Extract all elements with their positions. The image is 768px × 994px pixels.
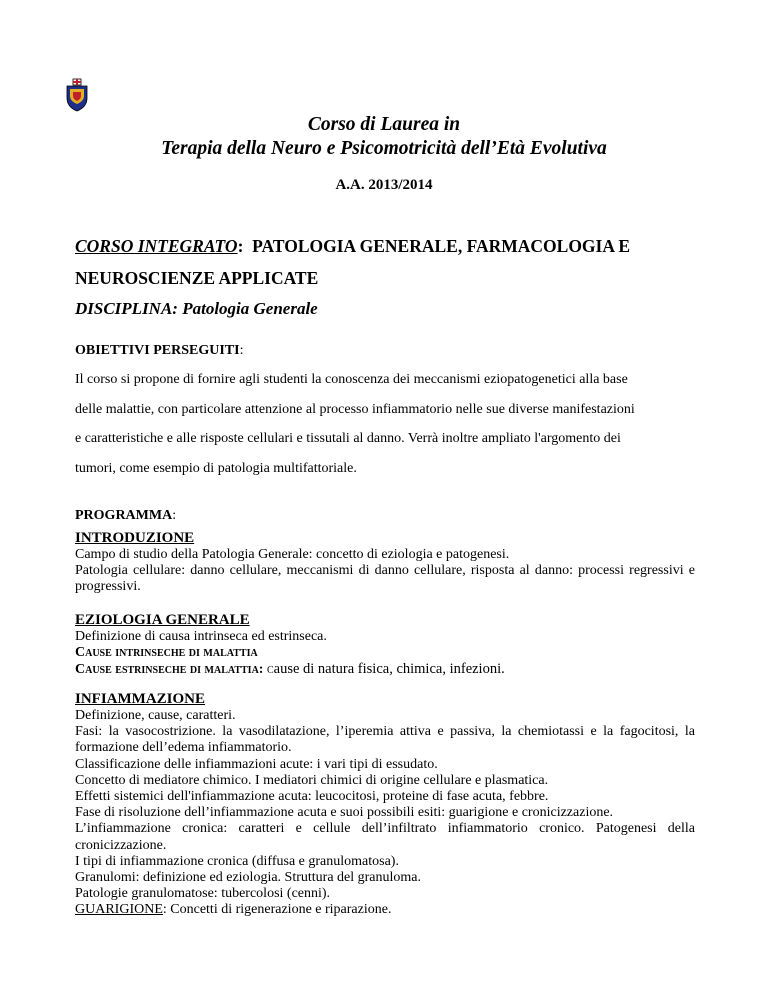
section-eziologia bbox=[75, 612, 695, 679]
section-line: Granulomi: definizione ed eziologia. Struttura del granuloma. bbox=[75, 870, 422, 886]
section-infiammazione bbox=[75, 691, 695, 919]
objectives-line: Il corso si propone di fornire agli studenti la conoscenza dei meccanismi eziopatogenetici alla base bbox=[75, 372, 628, 387]
objectives-heading-colon: : bbox=[239, 343, 244, 358]
integrated-course-name-cont: NEUROSCIENZE APPLICATE bbox=[75, 268, 319, 288]
section-line: Definizione di causa intrinseca ed estrinseca. bbox=[75, 629, 327, 644]
course-title-line1: Corso di Laurea in bbox=[307, 114, 461, 135]
extrinsic-causes-line bbox=[75, 661, 695, 678]
objectives-text bbox=[75, 365, 700, 483]
guarigione-label: GUARIGIONE bbox=[75, 902, 163, 918]
intrinsic-causes: Cause intrinseche di malattia bbox=[75, 645, 258, 661]
section-line: Fasi: la vasocostrizione. la vasodilatazione, l’iperemia attiva e passiva, la chemiotassi e la fagocitosi, la formazione dell’edema infiammatorio. bbox=[75, 724, 695, 756]
extrinsic-causes-label: Cause estrinseche di malattia: bbox=[75, 662, 264, 678]
section-line: Effetti sistemici dell'infiammazione acuta: leucocitosi, proteine di fase acuta, febbre. bbox=[75, 789, 549, 805]
integrated-course-name: PATOLOGIA GENERALE, FARMACOLOGIA E bbox=[252, 236, 631, 256]
academic-year: A.A. 2013/2014 bbox=[335, 177, 433, 193]
discipline-heading: DISCIPLINA: Patologia Generale bbox=[75, 299, 318, 318]
section-introduzione bbox=[75, 530, 695, 596]
objectives-line: tumori, come esempio di patologia multifattoriale. bbox=[75, 460, 357, 476]
section-line: Fase di risoluzione dell’infiammazione acuta e suoi possibili esiti: guarigione e cronicizzazione. bbox=[75, 805, 614, 821]
objectives-line: delle malattie, con particolare attenzione al processo infiammatorio nelle sue diverse manifestazioni bbox=[75, 401, 635, 417]
section-line: I tipi di infiammazione cronica (diffusa e granulomatosa). bbox=[75, 853, 399, 869]
course-title-line2: Terapia della Neuro e Psicomotricità dell’Età Evolutiva bbox=[161, 138, 607, 159]
integrated-course-heading bbox=[75, 236, 630, 257]
section-line: Patologia cellulare: danno cellulare, meccanismi di danno cellulare, risposta al danno: processi regressivi e progressivi. bbox=[75, 563, 695, 595]
integrated-course-colon: : bbox=[237, 236, 244, 256]
section-line: Classificazione delle infiammazioni acute: i vari tipi di essudato. bbox=[75, 756, 438, 772]
section-line: Concetto di mediatore chimico. I mediatori chimici di origine cellulare e plasmatica. bbox=[75, 772, 549, 788]
section-title: INTRODUZIONE bbox=[75, 530, 195, 546]
section-line: Patologie granulomatose: tubercolosi (cenni). bbox=[75, 886, 331, 902]
objectives-line: e caratteristiche e alle risposte cellulari e tissutali al danno. Verrà inoltre ampliato l'argomento dei bbox=[75, 431, 621, 446]
section-line: Campo di studio della Patologia Generale: concetto di eziologia e patogenesi. bbox=[75, 547, 510, 562]
guarigione-line bbox=[75, 902, 695, 918]
extrinsic-causes-text: ause di natura fisica, chimica, infezioni. bbox=[273, 661, 505, 678]
section-title: EZIOLOGIA GENERALE bbox=[75, 612, 250, 628]
extrinsic-causes-initial: c bbox=[266, 662, 274, 678]
objectives-heading bbox=[75, 343, 243, 359]
section-line: Definizione, cause, caratteri. bbox=[75, 708, 236, 723]
university-crest-icon bbox=[64, 78, 90, 112]
objectives-heading-label: OBIETTIVI PERSEGUITI bbox=[75, 343, 240, 358]
integrated-course-label: CORSO INTEGRATO bbox=[75, 236, 238, 256]
guarigione-text: : Concetti di rigenerazione e riparazione. bbox=[162, 902, 392, 918]
section-line: L’infiammazione cronica: caratteri e cellule dell’infiltrato infiammatorio cronico. Patogenesi della cronicizzazione. bbox=[75, 821, 695, 853]
program-heading bbox=[75, 508, 176, 524]
section-title: INFIAMMAZIONE bbox=[75, 691, 205, 707]
program-heading-colon: : bbox=[172, 508, 177, 523]
program-heading-label: PROGRAMMA bbox=[75, 508, 173, 523]
